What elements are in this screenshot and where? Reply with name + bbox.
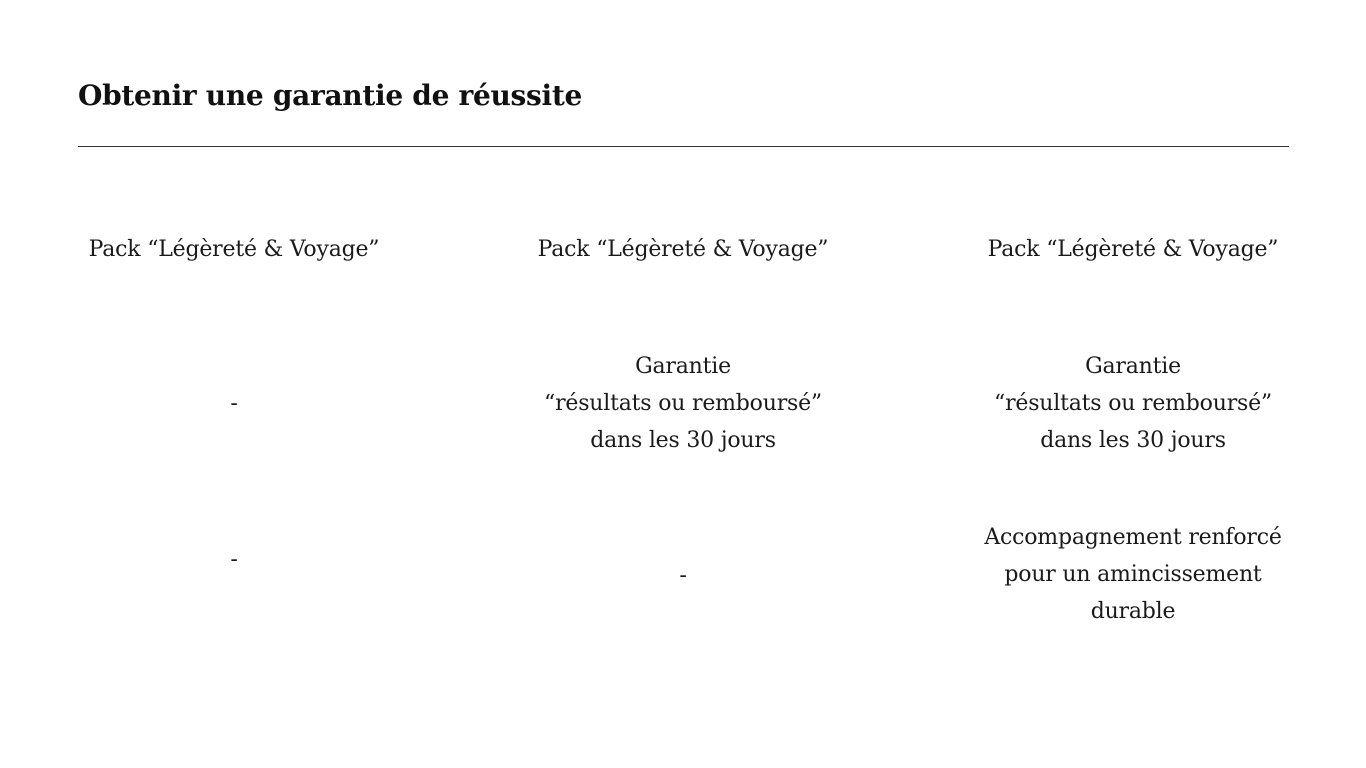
pack-name-2: Pack “Légèreté & Voyage”: [537, 237, 829, 262]
guarantee-cell-1-line-1: -: [230, 391, 238, 416]
support-cell-3-line-1: Accompagnement renforcé: [984, 525, 1282, 550]
title-divider: [78, 146, 1289, 147]
guarantee-cell-2-line-1: Garantie: [635, 354, 731, 379]
support-cell-3: [977, 519, 1289, 630]
support-cell-2: [527, 557, 839, 594]
support-cell-1: [78, 541, 390, 578]
support-cell-1-line-1: -: [230, 547, 238, 572]
guarantee-cell-2-line-3: dans les 30 jours: [590, 428, 776, 453]
pack-name-1: Pack “Légèreté & Voyage”: [88, 237, 380, 262]
guarantee-cell-3-line-1: Garantie: [1085, 354, 1181, 379]
guarantee-cell-3-line-3: dans les 30 jours: [1040, 428, 1226, 453]
guarantee-cell-2-line-2: “résultats ou remboursé”: [544, 391, 822, 416]
support-cell-3-line-2: pour un amincissement: [1004, 562, 1262, 587]
guarantee-cell-2: [527, 348, 839, 459]
guarantee-cell-3-line-2: “résultats ou remboursé”: [994, 391, 1272, 416]
support-cell-2-line-1: -: [679, 563, 687, 588]
guarantee-cell-3: [977, 348, 1289, 459]
section-title: Obtenir une garantie de réussite: [78, 79, 582, 112]
support-cell-3-line-3: durable: [1090, 599, 1176, 624]
guarantee-cell-1: [78, 385, 390, 422]
pack-name-3: Pack “Légèreté & Voyage”: [987, 237, 1279, 262]
